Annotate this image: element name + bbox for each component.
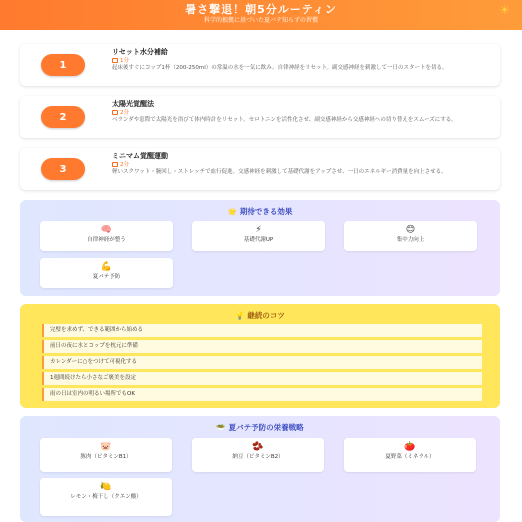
step-time: [112, 57, 492, 65]
page-header: [0, 0, 522, 30]
sun-icon: ☀: [499, 3, 510, 17]
star-icon: 🌟: [227, 207, 237, 216]
muscle-icon: 💪: [100, 262, 113, 272]
effect-label: 夏バテ予防: [92, 274, 121, 280]
tip-item: 完璧を求めず、できる範囲から始める: [42, 324, 482, 337]
step-card-3: [20, 148, 500, 190]
tip-item: 雨の日は室内の明るい場所でもOK: [42, 388, 482, 401]
tip-item: 1週間続けたら小さなご褒美を設定: [42, 372, 482, 385]
step-number-badge: 2: [41, 106, 85, 128]
nutrition-panel: [20, 416, 500, 522]
effect-card: [344, 221, 477, 251]
nutrition-title: 🥗 夏バテ予防の栄養戦略: [216, 423, 304, 432]
tip-item: カレンダーに○をつけて可視化する: [42, 356, 482, 369]
effect-card: [192, 221, 325, 251]
page-subtitle: 科学的根拠に基づいた夏バテ知らずの習慣: [203, 17, 318, 24]
clock-icon: [112, 110, 118, 115]
lemon-icon: 🍋: [100, 482, 112, 492]
lightning-icon: ⚡: [255, 225, 262, 235]
step-number-badge: 3: [41, 158, 85, 180]
step-title: リセット水分補給: [112, 48, 168, 56]
effect-label: 基礎代謝UP: [243, 237, 274, 243]
step-time: [112, 109, 492, 117]
nutrition-card: [40, 478, 172, 516]
effects-panel: [20, 200, 500, 296]
effects-title: 🌟 期待できる効果: [227, 207, 293, 216]
step-time-label: 2分: [120, 110, 129, 116]
effect-card: [40, 221, 173, 251]
nutrition-label: レモン・梅干し（クエン酸）: [70, 494, 142, 500]
tomato-icon: 🍅: [404, 442, 416, 452]
effect-card: [40, 258, 173, 288]
nutrition-label: 納豆（ビタミンB2）: [232, 454, 284, 460]
step-time-label: 2分: [120, 162, 129, 168]
effect-label: 自律神経が整う: [87, 237, 126, 243]
tips-panel: [20, 304, 500, 408]
nutrition-label: 豚肉（ビタミンB1）: [80, 454, 132, 460]
salad-icon: 🥗: [216, 423, 226, 432]
page-title: 暑さ撃退！朝5分ルーティン: [185, 3, 337, 16]
step-description: ベランダや窓際で太陽光を浴びて体内時計をリセット。セロトニンを活性化させ、副交感神経から交感神経への切り替えをスムーズにする。: [112, 117, 457, 123]
step-card-2: [20, 96, 500, 138]
step-number-badge: 1: [41, 54, 85, 76]
clock-icon: [112, 162, 118, 167]
brain-icon: 🧠: [100, 225, 113, 235]
clock-icon: [112, 58, 118, 63]
step-card-1: [20, 44, 500, 86]
effect-label: 集中力向上: [396, 237, 425, 243]
smile-icon: 😊: [405, 225, 416, 235]
lightbulb-icon: 💡: [235, 311, 245, 320]
step-title: 太陽光覚醒法: [112, 100, 154, 108]
nutrition-label: 夏野菜（ミネラル）: [385, 454, 435, 460]
pig-icon: 🐷: [100, 442, 112, 452]
nutrition-card: [40, 438, 172, 472]
nutrition-card: [344, 438, 476, 472]
nutrition-card: [192, 438, 324, 472]
step-description: 起床後すぐにコップ1杯（200-250ml）の常温の水を一気に飲み、自律神経をリセット。副交感神経を刺激して一日のスタートを切る。: [112, 65, 448, 71]
step-description: 軽いスクワット・腕回し・ストレッチで血行促進。交感神経を刺激して基礎代謝をアップさせ、一日のエネルギー消費量を向上させる。: [112, 169, 447, 175]
natto-icon: 🫘: [252, 442, 264, 452]
tips-title: 💡 継続のコツ: [235, 311, 285, 320]
tip-item: 前日の夜に水とコップを枕元に準備: [42, 340, 482, 353]
step-time-label: 1分: [120, 58, 129, 64]
step-time: [112, 161, 492, 169]
step-title: ミニマム覚醒運動: [112, 152, 168, 160]
